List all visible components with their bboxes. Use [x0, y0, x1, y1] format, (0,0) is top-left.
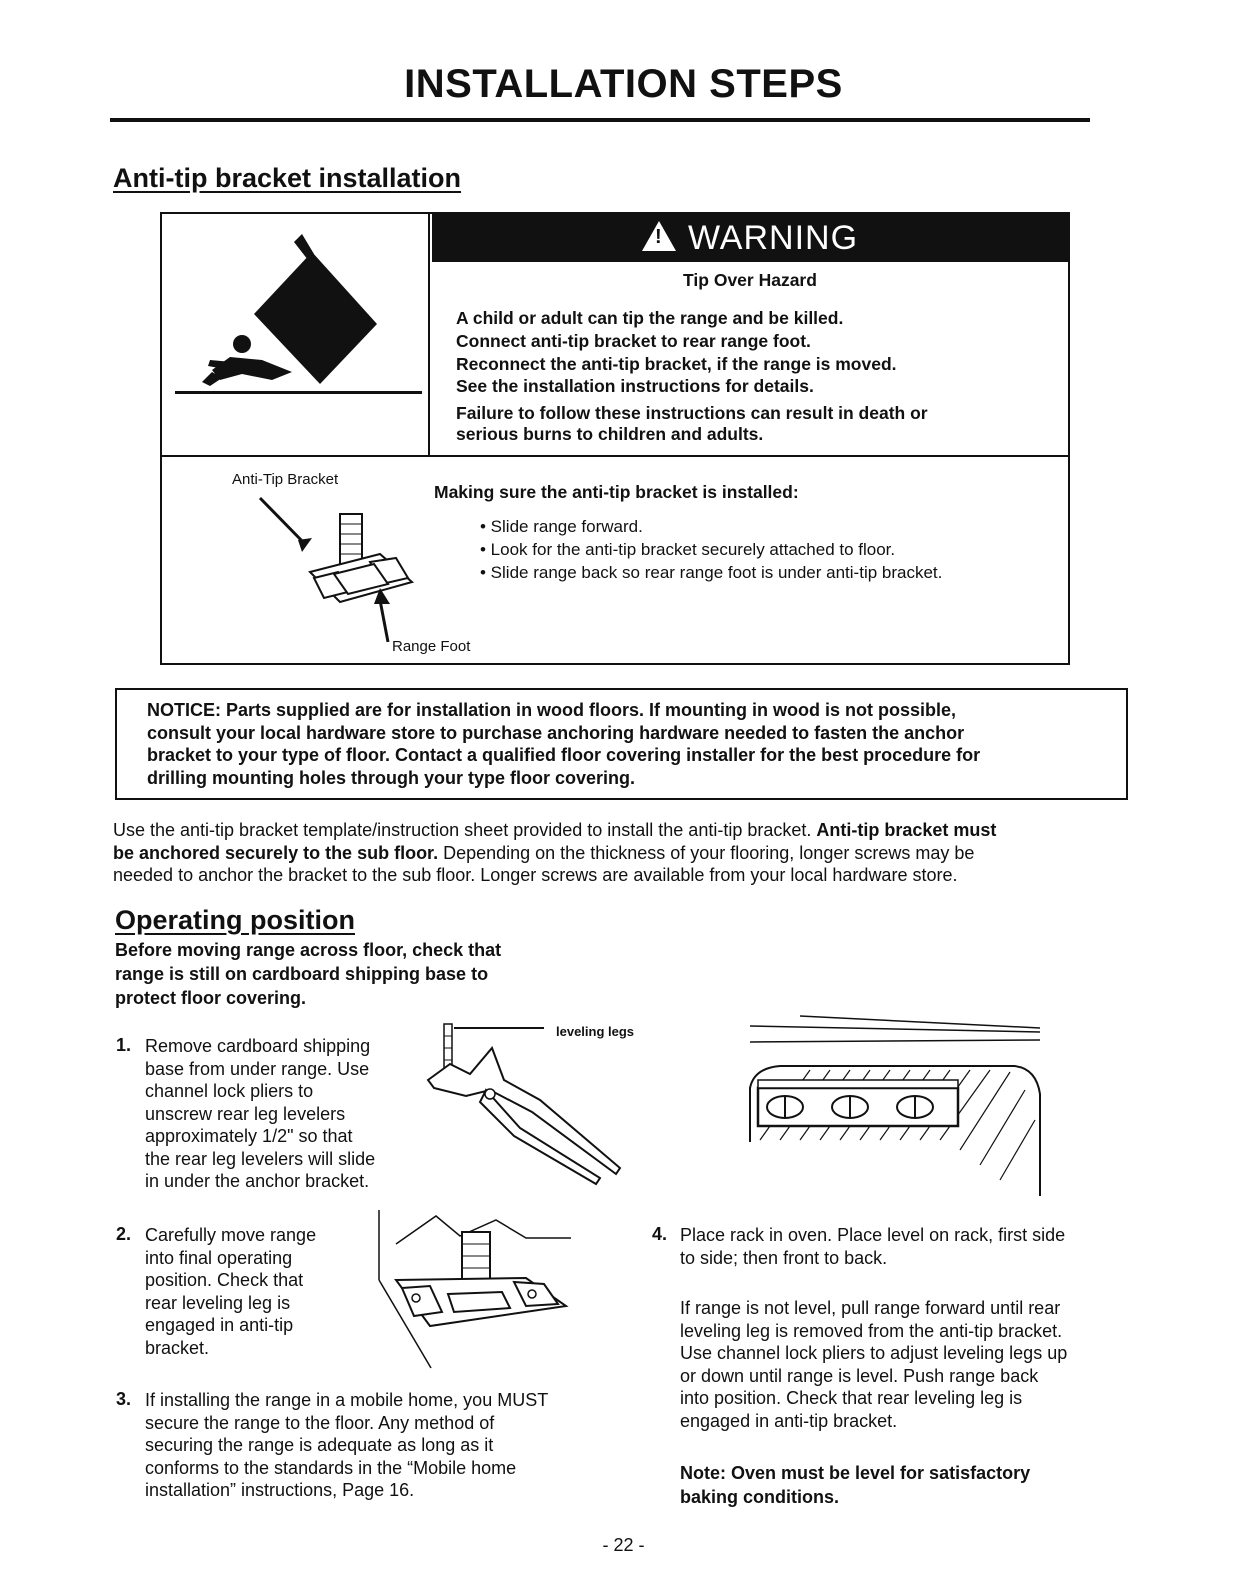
step-line: in under the anchor bracket. — [145, 1171, 370, 1191]
intro-line: Before moving range across floor, check that — [115, 940, 502, 960]
warning-triangle-icon — [642, 221, 676, 251]
step-line: engaged in anti-tip bracket. — [680, 1410, 898, 1431]
page-number: - 22 - — [602, 1535, 645, 1555]
step-line: or down until range is level. Push range back — [680, 1365, 1039, 1386]
range-foot-label: Range Foot — [392, 638, 471, 655]
step-line: approximately 1/2" so that — [145, 1126, 353, 1146]
step-line: conforms to the standards in the “Mobile home — [145, 1457, 517, 1478]
warning-divider — [160, 455, 1070, 457]
section-heading-anti-tip: Anti-tip bracket installation — [113, 163, 462, 193]
section-heading-operating: Operating position — [115, 905, 355, 935]
warning-line: Reconnect the anti-tip bracket, if the range is moved. — [456, 354, 897, 374]
anti-tip-bracket-label: Anti-Tip Bracket — [232, 471, 339, 488]
making-sure-heading: Making sure the anti-tip bracket is installed: — [434, 482, 799, 502]
use-paragraph — [113, 819, 1133, 887]
step-line: If installing the range in a mobile home, you MUST — [145, 1390, 549, 1410]
step-line: If range is not level, pull range forward until rear — [680, 1298, 1061, 1318]
step-2-text — [145, 1224, 316, 1359]
warning-divider — [428, 212, 430, 457]
step-line: Remove cardboard shipping — [145, 1036, 371, 1056]
oven-level-note — [680, 1461, 1030, 1509]
pliers-illustration — [420, 1018, 630, 1193]
step-number: 3. — [116, 1389, 132, 1409]
tip-over-illustration — [172, 232, 422, 402]
step-line: channel lock pliers to — [145, 1081, 314, 1101]
note-line: baking conditions. — [680, 1487, 840, 1507]
note-line: Note: Oven must be level for satisfactory — [680, 1463, 1031, 1483]
step-1-text — [145, 1035, 375, 1193]
step-line: into final operating — [145, 1247, 293, 1268]
text-span: Use the anti-tip bracket template/instruction sheet provided to install the anti-tip bracket. — [113, 820, 817, 840]
anti-tip-bracket-illustration — [250, 492, 440, 642]
intro-line: protect floor covering. — [115, 988, 307, 1008]
step-3-text — [145, 1389, 548, 1502]
step-line: securing the range is adequate as long as it — [145, 1435, 494, 1455]
notice-line: consult your local hardware store to purchase anchoring hardware needed to fasten the anchor — [147, 722, 965, 743]
operating-intro — [115, 938, 501, 1010]
step-line: the rear leg levelers will slide — [145, 1148, 376, 1169]
step-line: unscrew rear leg levelers — [145, 1103, 346, 1124]
list-item: • Slide range forward. — [480, 517, 643, 536]
warning-hazard-title: Tip Over Hazard — [683, 270, 817, 290]
warning-failure-line: serious burns to children and adults. — [456, 424, 764, 444]
checklist — [480, 515, 942, 584]
leg-in-bracket-illustration — [376, 1208, 576, 1373]
step-line: position. Check that — [145, 1270, 304, 1290]
notice-line: bracket to your type of floor. Contact a qualified floor covering installer for the best procedure for — [147, 745, 981, 765]
step-line: Use channel lock pliers to adjust leveling legs up — [680, 1343, 1068, 1363]
list-item: • Look for the anti-tip bracket securely attached to floor. — [480, 540, 896, 559]
warning-failure-line: Failure to follow these instructions can result in death or — [456, 403, 928, 423]
warning-line: A child or adult can tip the range and be killed. — [456, 308, 844, 328]
step-number: 1. — [116, 1035, 132, 1055]
warning-banner — [432, 214, 1068, 262]
step-line: rear leveling leg is — [145, 1292, 291, 1313]
step-line: into position. Check that rear leveling leg is — [680, 1388, 1023, 1408]
page-title: INSTALLATION STEPS — [404, 62, 843, 106]
notice-line: drilling mounting holes through your type floor covering. — [147, 767, 635, 788]
title-rule — [110, 118, 1090, 122]
step-line: installation” instructions, Page 16. — [145, 1480, 415, 1500]
step-line: bracket. — [145, 1337, 210, 1358]
text-span: Depending on the thickness of your flooring, longer screws may be — [438, 842, 975, 863]
text-span-bold: be anchored securely to the sub floor. — [113, 842, 439, 863]
list-item: • Slide range back so rear range foot is under anti-tip bracket. — [480, 563, 943, 582]
warning-line: Connect anti-tip bracket to rear range foot. — [456, 331, 811, 351]
warning-banner-text: WARNING — [687, 219, 859, 257]
step-line: engaged in anti-tip — [145, 1315, 294, 1335]
warning-line: See the installation instructions for details. — [456, 376, 814, 396]
notice-line: NOTICE: Parts supplied are for installation in wood floors. If mounting in wood is not possible, — [147, 700, 957, 720]
step-4-detail — [680, 1297, 1067, 1432]
step-line: Place rack in oven. Place level on rack, first side — [680, 1225, 1066, 1245]
notice-box — [115, 688, 1128, 800]
step-number: 4. — [652, 1224, 668, 1244]
text-span: needed to anchor the bracket to the sub floor. Longer screws are available from your local hardware store. — [113, 865, 958, 885]
step-line: leveling leg is removed from the anti-tip bracket. — [680, 1320, 1063, 1341]
step-4-text — [680, 1224, 1065, 1269]
oven-rack-level-illustration — [740, 1010, 1050, 1200]
step-line: secure the range to the floor. Any method of — [145, 1412, 495, 1433]
step-line: base from under range. Use — [145, 1058, 370, 1079]
intro-line: range is still on cardboard shipping base to — [115, 964, 489, 984]
leveling-legs-label: leveling legs — [556, 1024, 635, 1039]
step-line: to side; then front to back. — [680, 1247, 888, 1268]
step-line: Carefully move range — [145, 1225, 317, 1245]
step-number: 2. — [116, 1224, 132, 1244]
text-span-bold: Anti-tip bracket must — [816, 820, 997, 840]
